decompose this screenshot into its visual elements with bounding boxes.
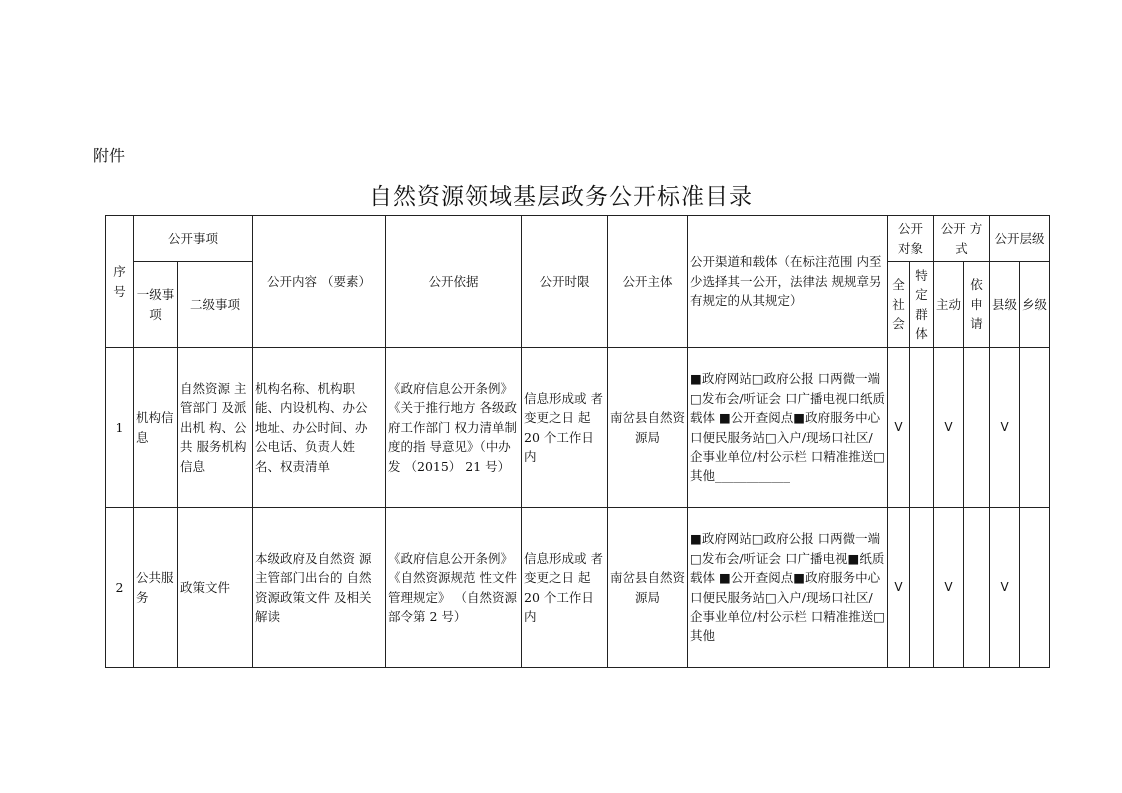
row-time-limit: 信息形成或 者变更之日 起 20 个工作日内: [522, 348, 608, 508]
row-channel: ■政府网站□政府公报 口两微一端□发布会/听证会 口广播电视口纸质载体 ■公开查阅点■政府服务中心 口便民服务站□入户/现场口社区/企事业单位/村公示栏 口精准推送□其他____________: [688, 348, 888, 508]
row-level-town: [1020, 348, 1050, 508]
row-subject: 南岔县自然资源局: [608, 348, 688, 508]
row-mode-active: V: [934, 508, 964, 668]
row-level2: 政策文件: [178, 508, 253, 668]
header-level2: 二级事项: [178, 262, 253, 348]
row-audience-group: [910, 348, 934, 508]
row-level-town: [1020, 508, 1050, 668]
row-mode-active: V: [934, 348, 964, 508]
catalog-table: [105, 215, 1050, 668]
header-channel: 公开渠道和载体（在标注范围 内至少选择其一公开，法律法 规规章另有规定的从其规定）: [688, 216, 888, 348]
row-audience-all: V: [888, 348, 910, 508]
header-basis: 公开依据: [386, 216, 522, 348]
row-content: 本级政府及自然资 源主管部门出台的 自然资源政策文件 及相关解读: [253, 508, 386, 668]
table-row: [106, 348, 1050, 508]
row-time-limit: 信息形成或 者变更之日 起 20 个工作日内: [522, 508, 608, 668]
header-row-1: [106, 216, 1050, 262]
row-level1: 公共服务: [134, 508, 178, 668]
header-items: 公开事项: [134, 216, 253, 262]
row-mode-request: [964, 508, 990, 668]
row-content: 机构名称、机构职 能、内设机构、办公 地址、办公时间、办 公电话、负责人姓 名、权责清单: [253, 348, 386, 508]
attachment-label: 附件: [93, 146, 126, 165]
header-seq: 序号: [106, 216, 134, 348]
document-title: 自然资源领域基层政务公开标准目录: [369, 184, 753, 210]
row-seq: 1: [106, 348, 134, 508]
header-subject: 公开主体: [608, 216, 688, 348]
header-mode: 公开 方式: [934, 216, 990, 262]
table-row: [106, 508, 1050, 668]
row-basis: 《政府信息公开条例》《自然资源规范 性文件管理规定》 （自然资源部令第 2 号）: [386, 508, 522, 668]
row-level1: 机构信息: [134, 348, 178, 508]
header-content: 公开内容 （要素）: [253, 216, 386, 348]
header-mode-active: 主动: [934, 262, 964, 348]
row-level-county: V: [990, 348, 1020, 508]
row-channel: ■政府网站□政府公报 口两微一端□发布会/听证会 口广播电视■纸质载体 ■公开查阅点■政府服务中心 口便民服务站□入户/现场口社区/企事业单位/村公示栏 口精准推送□其他: [688, 508, 888, 668]
row-audience-all: V: [888, 508, 910, 668]
header-mode-request: 依申请: [964, 262, 990, 348]
row-level-county: V: [990, 508, 1020, 668]
row-basis: 《政府信息公开条例》《关于推行地方 各级政府工作部门 权力清单制度的指 导意见》（中办发 （2015） 21 号）: [386, 348, 522, 508]
header-audience-group: 特定群体: [910, 262, 934, 348]
header-time-limit: 公开时限: [522, 216, 608, 348]
row-audience-group: [910, 508, 934, 668]
row-seq: 2: [106, 508, 134, 668]
header-level: 公开层级: [990, 216, 1050, 262]
header-level1: 一级事项: [134, 262, 178, 348]
header-level-town: 乡级: [1020, 262, 1050, 348]
header-audience-all: 全社会: [888, 262, 910, 348]
header-level-county: 县级: [990, 262, 1020, 348]
header-audience: 公开 对象: [888, 216, 934, 262]
row-level2: 自然资源 主管部门 及派出机 构、公共 服务机构信息: [178, 348, 253, 508]
row-mode-request: [964, 348, 990, 508]
row-subject: 南岔县自然资源局: [608, 508, 688, 668]
